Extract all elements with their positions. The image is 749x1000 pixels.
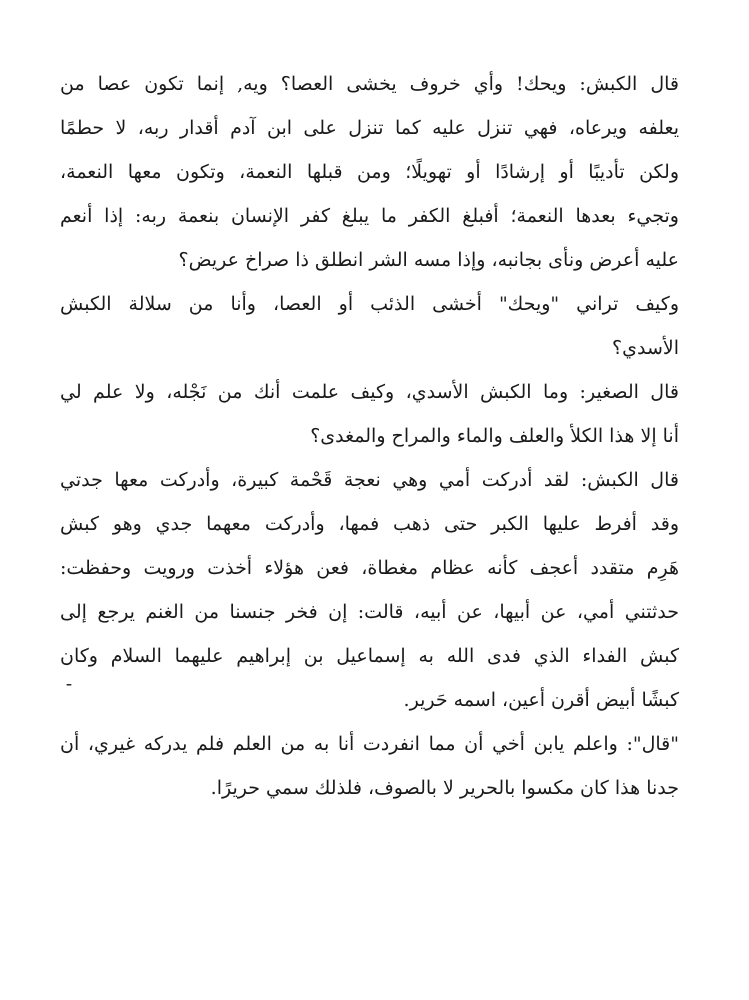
text-line: قال الكبش: لقد أدركت أمي وهي نعجة قَحْمة كبيرة، وأدركت معها جدتي [60,469,679,491]
text-line: ولكن تأديبًا أو إرشادًا أو تهويلًا؛ ومن قبلها النعمة، وتكون معها النعمة، [60,161,679,183]
text-line: يعلفه ويرعاه، فهي تنزل عليه كما تنزل على ابن آدم أقدار ربه، لا حطمًا [60,117,679,139]
list-marker: - [65,673,73,695]
text-line: جدنا هذا كان مكسوا بالحرير لا بالصوف، فلذلك سمي حريرًا. [210,777,679,799]
text-line: هَرِم متقدد أعجف كأنه عظام مغطاة، فعن هؤلاء أخذت ورويت وحفظت: [60,557,679,579]
text-line: قال الكبش: ويحك! وأي خروف يخشى العصا؟ ويه, إنما تكون عصا من [60,73,679,95]
text-line: وكيف تراني "ويحك" أخشى الذئب أو العصا، وأنا من سلالة الكبش [60,293,679,315]
text-line: وقد أفرط عليها الكبر حتى ذهب فمها، وأدركت معهما جدي وهو كبش [60,513,679,535]
text-line: حدثتني أمي، عن أبيها، عن أبيه، قالت: إن فخر جنسنا من الغنم يرجع إلى [60,601,679,623]
text-line: الأسدي؟ [612,337,679,359]
text-line: عليه أعرض ونأى بجانبه، وإذا مسه الشر انطلق ذا صراخ عريض؟ [178,249,679,271]
text-line: كبشًا أبيض أقرن أعين، اسمه حَرير. [403,689,679,711]
text-line: وتجيء بعدها النعمة؛ أفبلغ الكفر ما يبلغ كفر الإنسان بنعمة ربه: إذا أنعم [60,205,679,227]
text-line: كبش الفداء الذي فدى الله به إسماعيل بن إبراهيم عليهما السلام وكان [60,645,679,667]
text-line: أنا إلا هذا الكلأ والعلف والماء والمراح والمغدى؟ [310,425,679,447]
text-line: "قال": واعلم يابن أخي أن مما انفردت أنا به من العلم فلم يدركه غيري، أن [60,733,679,755]
text-line: قال الصغير: وما الكبش الأسدي، وكيف علمت أنك من نَجْله، ولا علم لي [60,381,679,403]
